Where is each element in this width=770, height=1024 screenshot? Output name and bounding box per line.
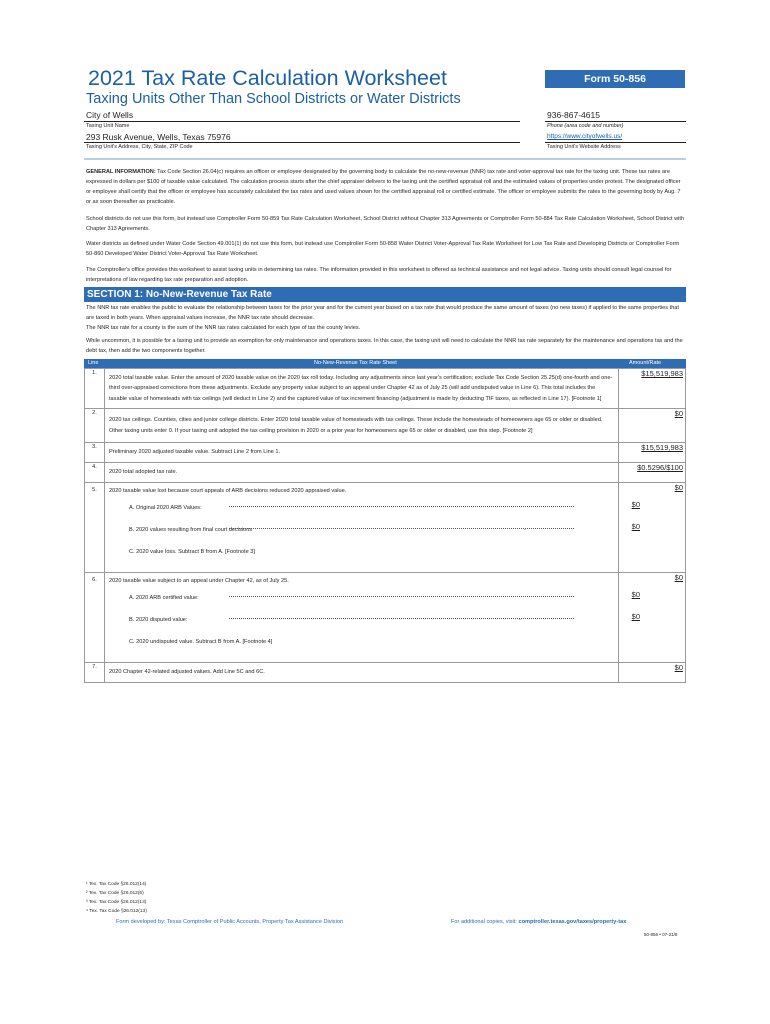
phone-number: 936-867-4615 — [547, 110, 600, 120]
form-subtitle: Taxing Units Other Than School Districts or Water Districts — [86, 91, 461, 107]
sub-line-label: B. 2020 disputed value: — [129, 616, 188, 623]
amount-cell — [619, 463, 686, 483]
amount-value: $15,519,983 — [641, 443, 683, 452]
sub-line — [109, 519, 640, 541]
header-divider — [84, 158, 686, 160]
sub-line-value: $0 — [631, 589, 640, 599]
amount-cell — [619, 443, 686, 463]
sub-line-label: C. 2020 undisputed value. Subtract B from A. [Footnote 4] — [129, 638, 273, 645]
taxing-unit-name: City of Wells — [86, 110, 134, 120]
line-text: 2020 total adopted tax rate. — [109, 469, 178, 476]
line-text: 2020 taxable value lost because court appeals of ARB decisions reduced 2020 appraised value. — [109, 488, 347, 494]
footnote-2: ² Tex. Tax Code §26.012(6) — [86, 891, 144, 896]
table-row — [85, 369, 686, 409]
comptroller-note: The Comptroller's office provides this worksheet to assist taxing units in determining tax rates. The information provided in this worksheet is offered as technical assistance and not legal advice. Taxing units should consult legal counsel for interpretations of law regarding tax rate preparation and adoption. — [86, 267, 672, 283]
line-description — [105, 443, 619, 463]
sub-line — [109, 541, 614, 563]
sub-line-value: $0 — [631, 611, 640, 621]
dotted-leader — [229, 506, 574, 507]
field-underline — [84, 121, 520, 122]
section-1-paragraph-3: While uncommon, it is possible for a taxing unit to provide an exemption for only maintenance and operations taxes. In this case, the taxing unit will need to calculate the NNR tax rate separately for the maintenance and operations tax and the debt tax, then add the two components together. — [86, 338, 683, 354]
footer-developer: Form developed by: Texas Comptroller of Public Accounts, Property Tax Assistance Division — [116, 919, 344, 925]
form-code: 50-856 • 07-21/8 — [644, 932, 678, 937]
line-number: 5. — [85, 483, 105, 573]
footnote-4: ⁴ Tex. Tax Code §26.012(13) — [86, 909, 147, 914]
taxing-unit-address-caption: Taxing Unit's Address, City, State, ZIP Code — [86, 144, 193, 150]
water-district-note: Water districts as defined under Water Code Section 49.001(1) do not use this form, but instead use Comptroller Form 50-858 Water District Voter-Approval Tax Rate Worksheet for Low Tax Rate and Developing Districts or Comptroller Form 50-860 Developed Water District Voter-Approval Tax Rate Worksheet. — [86, 241, 680, 257]
line-text: 2020 tax ceilings. Counties, cities and junior college districts. Enter 2020 total taxable value of homesteads with tax ceilings. These include the homesteads of homeowners age 65 or older or disabled. Other taxing units enter 0. If your taxing unit adopted the tax ceiling provision in 2020 or a prior year for homeowners age 65 or older or disabled, use this step. [Footnote 2] — [109, 417, 603, 434]
line-number: 4. — [85, 463, 105, 483]
table-row — [85, 573, 686, 663]
table-row — [85, 483, 686, 573]
worksheet-table-header — [84, 359, 686, 368]
line-description — [105, 483, 640, 573]
sub-line — [109, 631, 614, 653]
footnote-1: ¹ Tex. Tax Code §26.012(14) — [86, 882, 147, 887]
field-underline — [84, 142, 520, 143]
school-district-note: School districts do not use this form, but instead use Comptroller Form 50-859 Tax Rate Calculation Worksheet, School District without Chapter 313 Agreements or Comptroller Form 50-884 Tax Rate Calculation Worksheet, School District with Chapter 313 Agreements. — [86, 216, 685, 232]
table-row — [85, 409, 686, 443]
table-row — [85, 463, 686, 483]
website-caption: Taxing Unit's Website Address — [547, 144, 621, 150]
dotted-leader — [229, 596, 574, 597]
line-description — [105, 409, 619, 443]
column-amount: Amount/Rate — [629, 360, 662, 366]
amount-value: $0 — [674, 663, 683, 672]
sub-line — [109, 587, 640, 609]
line-number: 3. — [85, 443, 105, 463]
section-1-header: SECTION 1: No-New-Revenue Tax Rate — [84, 287, 686, 302]
line-text: 2020 total taxable value. Enter the amount of 2020 taxable value on the 2020 tax roll today. Including any adjustments since last year's certification; exclude Tax Code Section 25.25(d) one-fourth and one-third over-appraised corrections from these adjustments. Exclude any property value subject to an appeal under Chapter 42 as of July 25 (will add undisputed value in Line 6). This total includes the taxable value of homesteads with tax ceilings (will deduct in Line 2) and the captured value of tax increment financing (adjustment is made by deducting TIF taxes, as reflected in Line 17). [Footnote 1] — [109, 374, 613, 402]
phone-caption: Phone (area code and number) — [547, 123, 624, 129]
line-number: 1. — [85, 369, 105, 409]
sub-line-label: B. 2020 values resulting from final court decisions — [129, 526, 253, 533]
sub-line-label: A. Original 2020 ARB Values: — [129, 504, 202, 511]
dotted-leader — [229, 528, 574, 529]
website-link[interactable]: https://www.cityofwells.us/ — [547, 133, 623, 140]
amount-cell — [619, 369, 686, 409]
form-number-badge: Form 50-856 — [545, 70, 685, 88]
general-information-label: GENERAL INFORMATION: — [86, 169, 156, 175]
sub-line-value: $0 — [631, 499, 640, 509]
taxing-unit-name-caption: Taxing Unit Name — [86, 123, 130, 129]
general-information — [86, 167, 686, 207]
amount-value: $0 — [674, 409, 683, 418]
sub-line-label: C. 2020 value loss. Subtract B from A. [Footnote 3] — [129, 548, 255, 555]
footer-copies-prefix: For additional copies, visit: — [451, 919, 519, 925]
table-row — [85, 443, 686, 463]
minus-sign: - — [524, 526, 526, 533]
amount-value: $15,519,983 — [641, 369, 683, 378]
amount-value: $0.5296/$100 — [637, 463, 683, 472]
line-text: 2020 taxable value subject to an appeal under Chapter 42, as of July 25. — [109, 578, 289, 584]
section-1-paragraph-1: The NNR tax rate enables the public to evaluate the relationship between taxes for the prior year and for the current year based on a tax rate that would produce the same amount of taxes (no new taxes) if applied to the same properties that are taxed in both years. When appraisal values increase, the NNR tax rate should decrease. — [86, 305, 679, 321]
sub-line-label: A. 2020 ARB certified value: — [129, 594, 199, 601]
comptroller-link[interactable]: comptroller.texas.gov/taxes/property-tax — [518, 919, 627, 925]
amount-value: $0 — [674, 573, 683, 582]
amount-cell — [619, 663, 686, 683]
column-description: No-New-Revenue Tax Rate Sheet — [314, 360, 397, 366]
line-text: Preliminary 2020 adjusted taxable value. Subtract Line 2 from Line 1. — [109, 449, 281, 456]
field-underline — [545, 121, 686, 122]
line-description — [105, 573, 640, 663]
worksheet-table — [84, 368, 686, 683]
column-line: Line — [88, 360, 99, 366]
table-row — [85, 663, 686, 683]
sub-line — [109, 609, 640, 631]
minus-sign: - — [519, 616, 521, 623]
line-description — [105, 463, 619, 483]
general-information-text: Tax Code Section 26.04(c) requires an officer or employee designated by the governing body to calculate the no-new-revenue (NNR) tax rate and voter-approval tax rate for the taxing unit. These tax rates are expressed in dollars per $100 of taxable value calculated. The calculation process starts after the chief appraiser delivers to the taxing unit the certified appraisal roll and the estimated values of properties under protest. The designated officer or employee shall certify that the officer or employee has accurately calculated the tax rates and used values shown for the certified appraisal roll or certified estimate. The officer or employee submits the rates to the governing body by Aug. 7 or as soon thereafter as practicable. — [86, 169, 681, 205]
amount-cell — [619, 409, 686, 443]
line-number: 6. — [85, 573, 105, 663]
sub-line — [109, 497, 640, 519]
footer-copies — [451, 919, 626, 925]
line-number: 7. — [85, 663, 105, 683]
field-underline — [545, 142, 686, 143]
amount-value: $0 — [674, 483, 683, 492]
footnote-3: ³ Tex. Tax Code §26.012(13) — [86, 900, 147, 905]
line-number: 2. — [85, 409, 105, 443]
line-text: 2020 Chapter 42-related adjusted values. Add Line 5C and 6C. — [109, 669, 265, 676]
sub-line-value: $0 — [631, 521, 640, 531]
section-1-paragraph-2: The NNR tax rate for a county is the sum of the NNR tax rates calculated for each type of tax the county levies. — [86, 325, 361, 331]
form-title: 2021 Tax Rate Calculation Worksheet — [88, 66, 447, 90]
line-description — [105, 663, 619, 683]
dotted-leader — [229, 618, 574, 619]
taxing-unit-address: 293 Rusk Avenue, Wells, Texas 75976 — [86, 132, 231, 142]
line-description — [105, 369, 619, 409]
